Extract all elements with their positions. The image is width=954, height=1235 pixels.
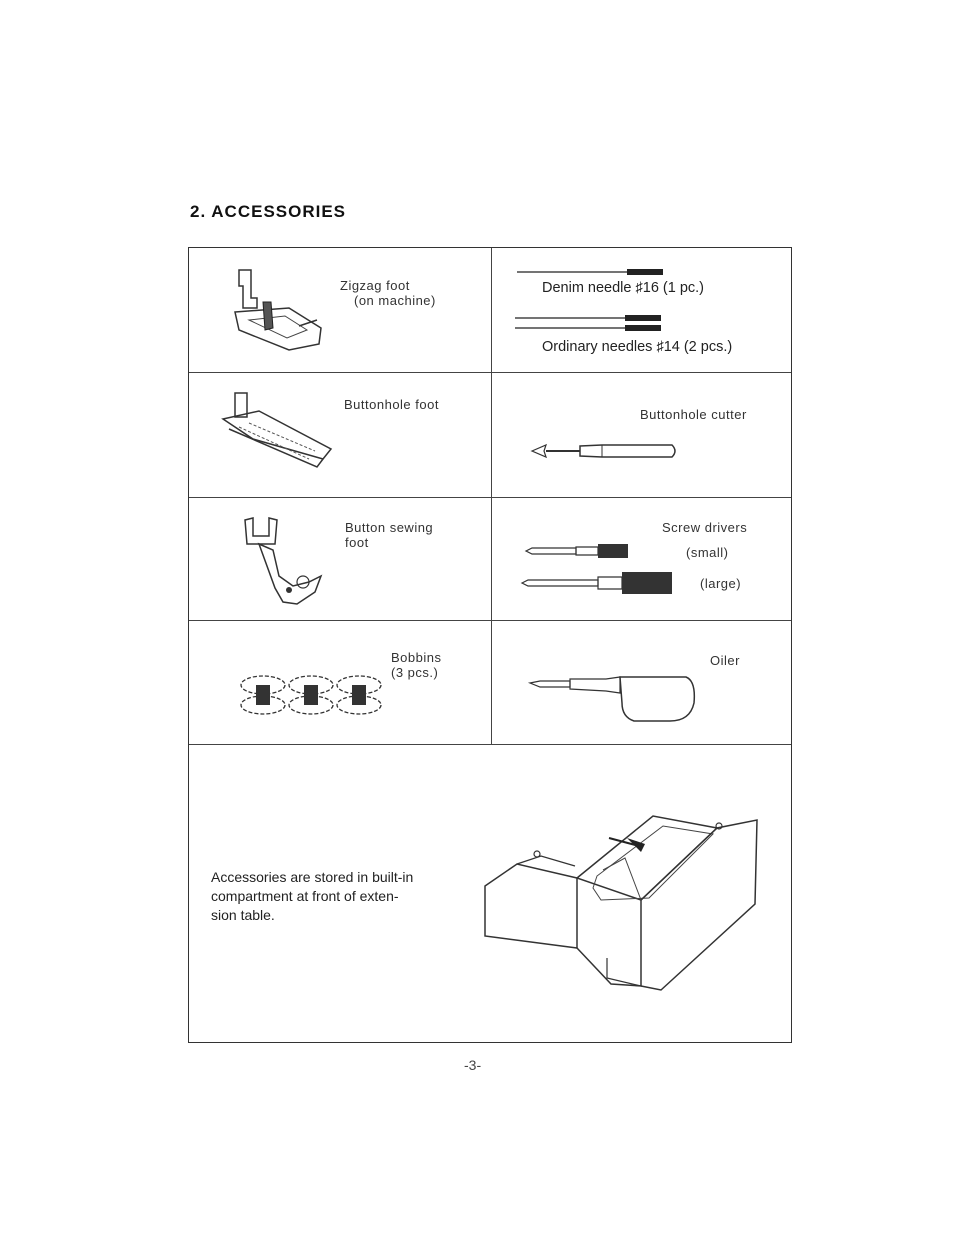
button-sewing-foot-label: Button sewing [345,520,434,535]
screw-drivers-label: Screw drivers [662,520,748,535]
bobbins-sublabel: (3 pcs.) [391,665,439,680]
buttonhole-foot-label: Buttonhole foot [344,397,439,412]
zigzag-foot-label: Zigzag foot [340,278,410,293]
button-sewing-foot-illustration [239,514,329,609]
storage-note-line: Accessories are stored in built-in [211,869,414,885]
denim-needle-illustration [517,267,667,277]
storage-note-line: compartment at front of exten- [211,888,399,904]
bobbins-illustration [239,671,389,721]
ordinary-needles-label: Ordinary needles ♯14 (2 pcs.) [542,339,733,355]
cell-button-sewing-foot [189,498,491,620]
cell-buttonhole-cutter [492,373,793,497]
zigzag-foot-sublabel: (on machine) [354,293,436,308]
accessories-table [188,247,792,1043]
cell-zigzag-foot [189,248,491,372]
bobbin [337,676,381,714]
cell-screw-drivers [492,498,793,620]
oiler-label: Oiler [710,653,740,668]
storage-note-line: sion table. [211,907,275,923]
bobbins-label: Bobbins [391,650,442,665]
row-divider [189,744,791,745]
cell-needles [492,248,793,372]
small-screwdriver-label: (small) [686,545,729,560]
small-screwdriver-illustration [526,543,636,559]
extension-table-compartment-illustration [481,808,771,998]
storage-note [211,868,451,925]
ordinary-needles-illustration [515,314,665,332]
cell-buttonhole-foot [189,373,491,497]
bobbin [241,676,285,714]
cell-bobbins [189,621,491,744]
buttonhole-cutter-label: Buttonhole cutter [640,407,747,422]
buttonhole-foot-illustration [219,389,334,479]
cell-oiler [492,621,793,744]
large-screwdriver-label: (large) [700,576,742,591]
denim-needle-label: Denim needle ♯16 (1 pc.) [542,280,704,296]
page-number: -3- [464,1057,482,1073]
large-screwdriver-illustration [522,571,677,595]
buttonhole-cutter-illustration [532,441,682,461]
section-title: 2. ACCESSORIES [190,202,347,221]
bobbin [289,676,333,714]
zigzag-foot-illustration [229,268,329,358]
button-sewing-foot-sublabel: foot [345,535,369,550]
oiler-illustration [530,673,700,733]
